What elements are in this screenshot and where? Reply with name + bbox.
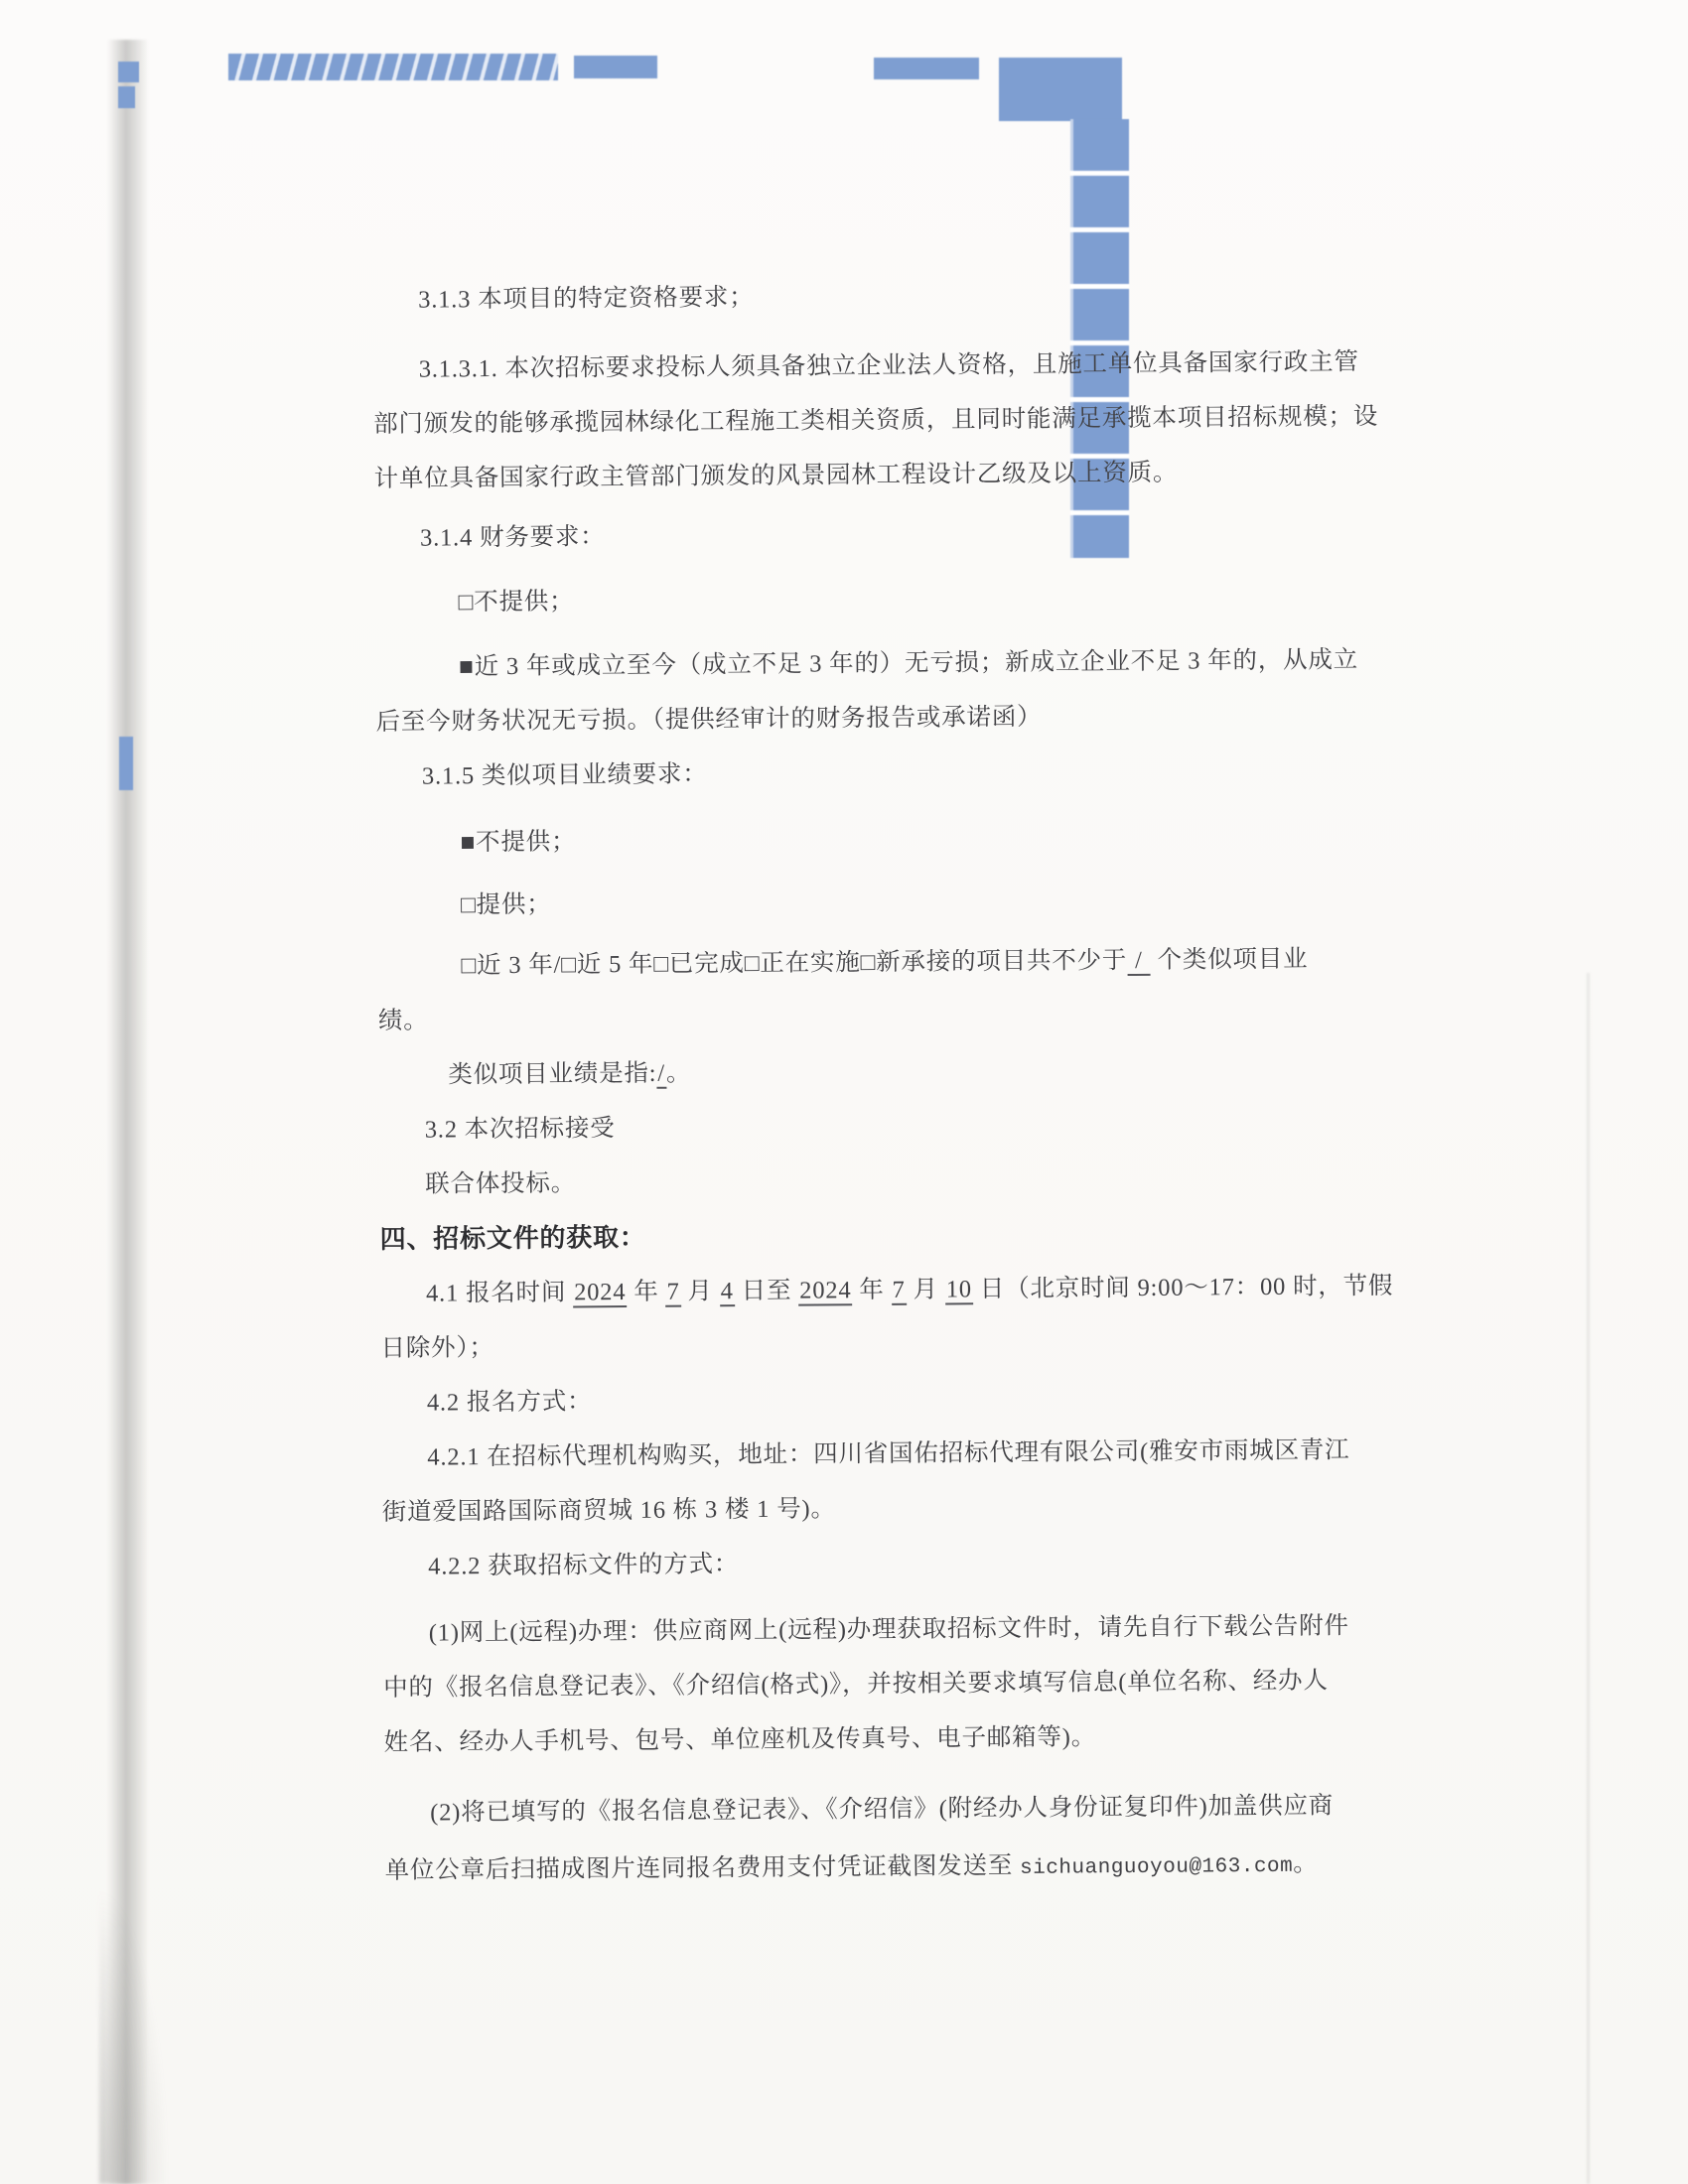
page-corner-shadow [99,1886,169,2184]
text-segment: 月 [680,1278,720,1305]
scan-artifact-blue-strip [228,54,558,80]
scan-artifact-blue-mark [118,86,135,108]
text-segment: 。 [665,1059,692,1087]
text-segment: ■近 3 年或成立至今（成立不足 3 年的）无亏损；新成立企业不足 3 年的，从成立 [459,646,1359,681]
scan-artifact-blue-mark [119,737,133,790]
doc-line [418,335,1359,396]
doc-line [459,632,1359,694]
doc-line [422,742,1344,803]
text-segment: 4.2.2 获取招标文件的方式： [428,1551,740,1580]
underlined-blank-segment: 10 [945,1276,973,1304]
text-segment: 日除外）； [380,1334,494,1362]
text-segment: 年 [627,1278,666,1306]
text-segment: 3.1.5 类似项目业绩要求： [421,760,708,790]
doc-line [448,1040,1346,1102]
scan-artifact-blue-block [999,58,1122,121]
doc-line [383,1707,1351,1770]
doc-line [382,1477,1350,1540]
text-segment: ■不提供； [460,828,577,857]
text-segment: 街道爱国路国际商贸城 16 栋 3 楼 1 号)。 [381,1495,836,1526]
doc-line [461,931,1345,993]
scan-artifact-blue-strip [574,56,657,78]
underlined-blank-segment: 4 [720,1278,735,1306]
text-segment: 3.1.3 本项目的特定资格要求； [418,283,755,314]
text-segment: 3.1.4 财务要求： [419,523,606,552]
text-segment: 部门颁发的能够承揽园林绿化工程施工类相关资质，且同时能满足承揽本项目招标规模；设 [373,403,1379,438]
doc-line [379,1204,1347,1267]
doc-line [425,1150,1347,1211]
underlined-blank-segment: 7 [891,1277,906,1305]
doc-line [427,1368,1349,1430]
underlined-blank-segment: 2024 [573,1279,627,1307]
text-segment: 单位公章后扫描成图片连同报名费用支付凭证截图发送至 [384,1851,1021,1884]
text-segment: 日至 [734,1277,799,1305]
text-segment: 。 [1293,1849,1319,1877]
text-segment: 4.2.1 在招标代理机构购买，地址：四川省国佑招标代理有限公司(雅安市雨城区青江 [427,1436,1350,1471]
text-segment: 月 [906,1276,945,1303]
doc-line [425,1095,1347,1157]
text-segment: □近 3 年/□近 5 年□已完成□正在实施□新承接的项目共不少于 [461,947,1128,980]
page-edge-shadow [107,40,149,2184]
doc-line [384,1836,1352,1901]
text-segment: 3.2 本次招标接受 [424,1115,616,1144]
doc-line [458,568,1342,629]
text-segment: 后至今财务状况无亏损。（提供经审计的财务报告或承诺函） [375,703,1043,736]
text-segment: 姓名、经办人手机号、包号、单位座机及传真号、电子邮箱等)。 [383,1723,1097,1756]
doc-line [425,1259,1394,1320]
text-segment: 4.2 报名方式： [426,1388,593,1417]
text-segment: (1)网上(远程)办理：供应商网上(远程)办理获取招标文件时，请先自行下载公告附件 [428,1612,1349,1647]
text-segment: 3.1.3.1. 本次招标要求投标人须具备独立企业法人资格，且施工单位具备国家行政主管 [418,348,1359,383]
doc-line [380,1313,1348,1376]
underlined-blank-segment: / [1127,947,1151,976]
doc-line [373,389,1379,452]
underlined-blank-segment: 7 [665,1279,680,1307]
text-segment: 计单位具备国家行政主管部门颁发的风景园林工程设计乙级及以上资质。 [373,459,1179,492]
doc-line [375,687,1343,750]
text-segment: 类似项目业绩是指: [448,1059,657,1089]
scan-artifact-blue-mark [118,62,139,82]
doc-line [418,265,1340,327]
text-segment: 4.1 报名时间 [425,1279,574,1307]
text-segment: □提供； [460,890,552,919]
doc-line [420,503,1342,565]
underlined-blank-segment: 2024 [798,1277,852,1305]
document-lines [372,265,1394,1901]
doc-line [460,808,1344,870]
doc-line [461,871,1345,932]
text-segment: 绩。 [377,1007,429,1034]
doc-line [373,444,1341,506]
underlined-blank-segment: / [656,1060,666,1089]
text-segment: 日（北京时间 9:00～17：00 时，节假 [972,1272,1394,1303]
doc-line [427,1423,1349,1484]
doc-line [378,986,1346,1048]
doc-line [430,1778,1352,1840]
document-text-block [372,265,1394,1901]
scan-artifact-blue-strip [874,58,979,79]
text-segment: 四、招标文件的获取： [379,1222,646,1254]
text-segment: (2)将已填写的《报名信息登记表》、《介绍信》(附经办人身份证复印件)加盖供应商 [430,1792,1335,1827]
doc-line [383,1653,1351,1715]
doc-line [429,1598,1351,1660]
text-segment: 中的《报名信息登记表》、《介绍信(格式)》，并按相关要求填写信息(单位名称、经办人 [383,1667,1329,1702]
text-segment: 年 [852,1276,892,1304]
text-segment: □不提供； [458,588,575,616]
paper-right-edge [1587,973,1590,2184]
text-segment: 联合体投标。 [425,1169,577,1198]
text-segment: 个类似项目业 [1150,945,1309,974]
doc-line [428,1532,1350,1593]
email-text: sichuanguoyou@163.com [1019,1854,1294,1880]
